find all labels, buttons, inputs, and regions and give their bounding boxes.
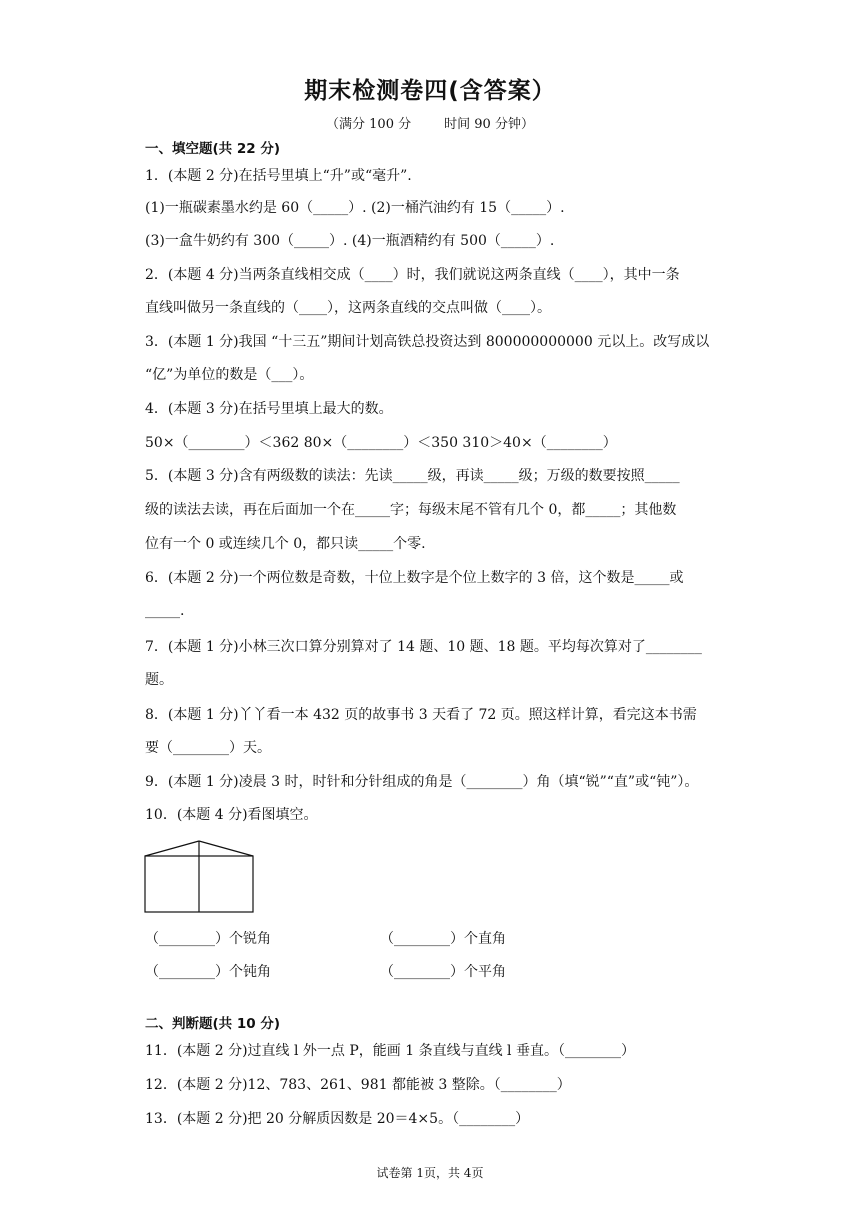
question-1: 1．(本题 2 分)在括号里填上“升”或“毫升”. bbox=[145, 168, 412, 184]
question-10: 10．(本题 4 分)看图填空。 bbox=[145, 807, 318, 823]
answer-obtuse-angles: （________）个钝角 bbox=[145, 964, 271, 980]
question-5-line-3: 位有一个 0 或连续几个 0，都只读_____个零. bbox=[145, 536, 426, 552]
page-footer: 试卷第 1页，共 4页 bbox=[376, 1166, 484, 1180]
question-7-line-1: 7．(本题 1 分)小林三次口算分别算对了 14 题、10 题、18 题。平均每次算对了________ bbox=[145, 639, 702, 655]
question-5-line-1: 5．(本题 3 分)含有两级数的读法：先读_____级，再读_____级；万级的数要按照_____ bbox=[145, 468, 680, 484]
question-4: 4．(本题 3 分)在括号里填上最大的数。 bbox=[145, 401, 393, 417]
question-13: 13．(本题 2 分)把 20 分解质因数是 20＝4×5。（________） bbox=[145, 1111, 530, 1127]
question-7-line-2: 题。 bbox=[145, 672, 173, 688]
question-1-part-a: (1)一瓶碳素墨水约是 60（_____）. (2)一桶汽油约有 15（_____）. bbox=[145, 200, 565, 216]
question-4-expressions: 50×（________）＜362 80×（________）＜350 310＞40×（________） bbox=[145, 435, 617, 451]
question-2-line-1: 2．(本题 4 分)当两条直线相交成（____）时，我们就说这两条直线（____），其中一条 bbox=[145, 267, 680, 283]
question-5-line-2: 级的读法去读，再在后面加一个在_____字；每级末尾不管有几个 0，都_____；其他数 bbox=[145, 502, 677, 518]
question-3-line-1: 3．(本题 1 分)我国 “十三五”期间计划高铁总投资达到 800000000000 元以上。改写成以 bbox=[145, 334, 710, 350]
figure-roof-right bbox=[199, 841, 253, 856]
page-subtitle: （满分 100 分 时间 90 分钟） bbox=[326, 117, 534, 132]
question-2-line-2: 直线叫做另一条直线的（____），这两条直线的交点叫做（____）。 bbox=[145, 300, 551, 316]
page-title: 期末检测卷四(含答案） bbox=[304, 78, 556, 104]
question-3-line-2: “亿”为单位的数是（___）。 bbox=[145, 367, 314, 383]
question-10-straight-row bbox=[380, 963, 680, 981]
section-heading-true-false: 二、判断题(共 10 分) bbox=[145, 1016, 281, 1032]
question-6-line-1: 6．(本题 2 分)一个两位数是奇数，十位上数字是个位上数字的 3 倍，这个数是_____或 bbox=[145, 570, 684, 586]
answer-acute-angles: （________）个锐角 bbox=[145, 931, 271, 947]
section-heading-fill-in: 一、填空题(共 22 分) bbox=[145, 141, 281, 157]
angles-figure bbox=[144, 838, 256, 916]
question-10-right-row bbox=[380, 930, 680, 948]
question-8-line-1: 8．(本题 1 分)丫丫看一本 432 页的故事书 3 天看了 72 页。照这样计算，看完这本书需 bbox=[145, 707, 697, 723]
question-6-line-2: _____. bbox=[145, 603, 185, 619]
question-9: 9．(本题 1 分)凌晨 3 时，时针和分针组成的角是（________）角（填“锐”“直”或“钝”）。 bbox=[145, 774, 699, 790]
answer-straight-angles: （________）个平角 bbox=[380, 964, 506, 980]
question-8-line-2: 要（________）天。 bbox=[145, 740, 271, 756]
figure-roof-left bbox=[145, 841, 199, 856]
question-1-part-b: (3)一盒牛奶约有 300（_____）. (4)一瓶酒精约有 500（_____）. bbox=[145, 233, 555, 249]
question-11: 11．(本题 2 分)过直线 l 外一点 P，能画 1 条直线与直线 l 垂直。（________） bbox=[145, 1043, 635, 1059]
answer-right-angles: （________）个直角 bbox=[380, 931, 506, 947]
question-12: 12．(本题 2 分)12、783、261、981 都能被 3 整除。（________） bbox=[145, 1077, 571, 1093]
